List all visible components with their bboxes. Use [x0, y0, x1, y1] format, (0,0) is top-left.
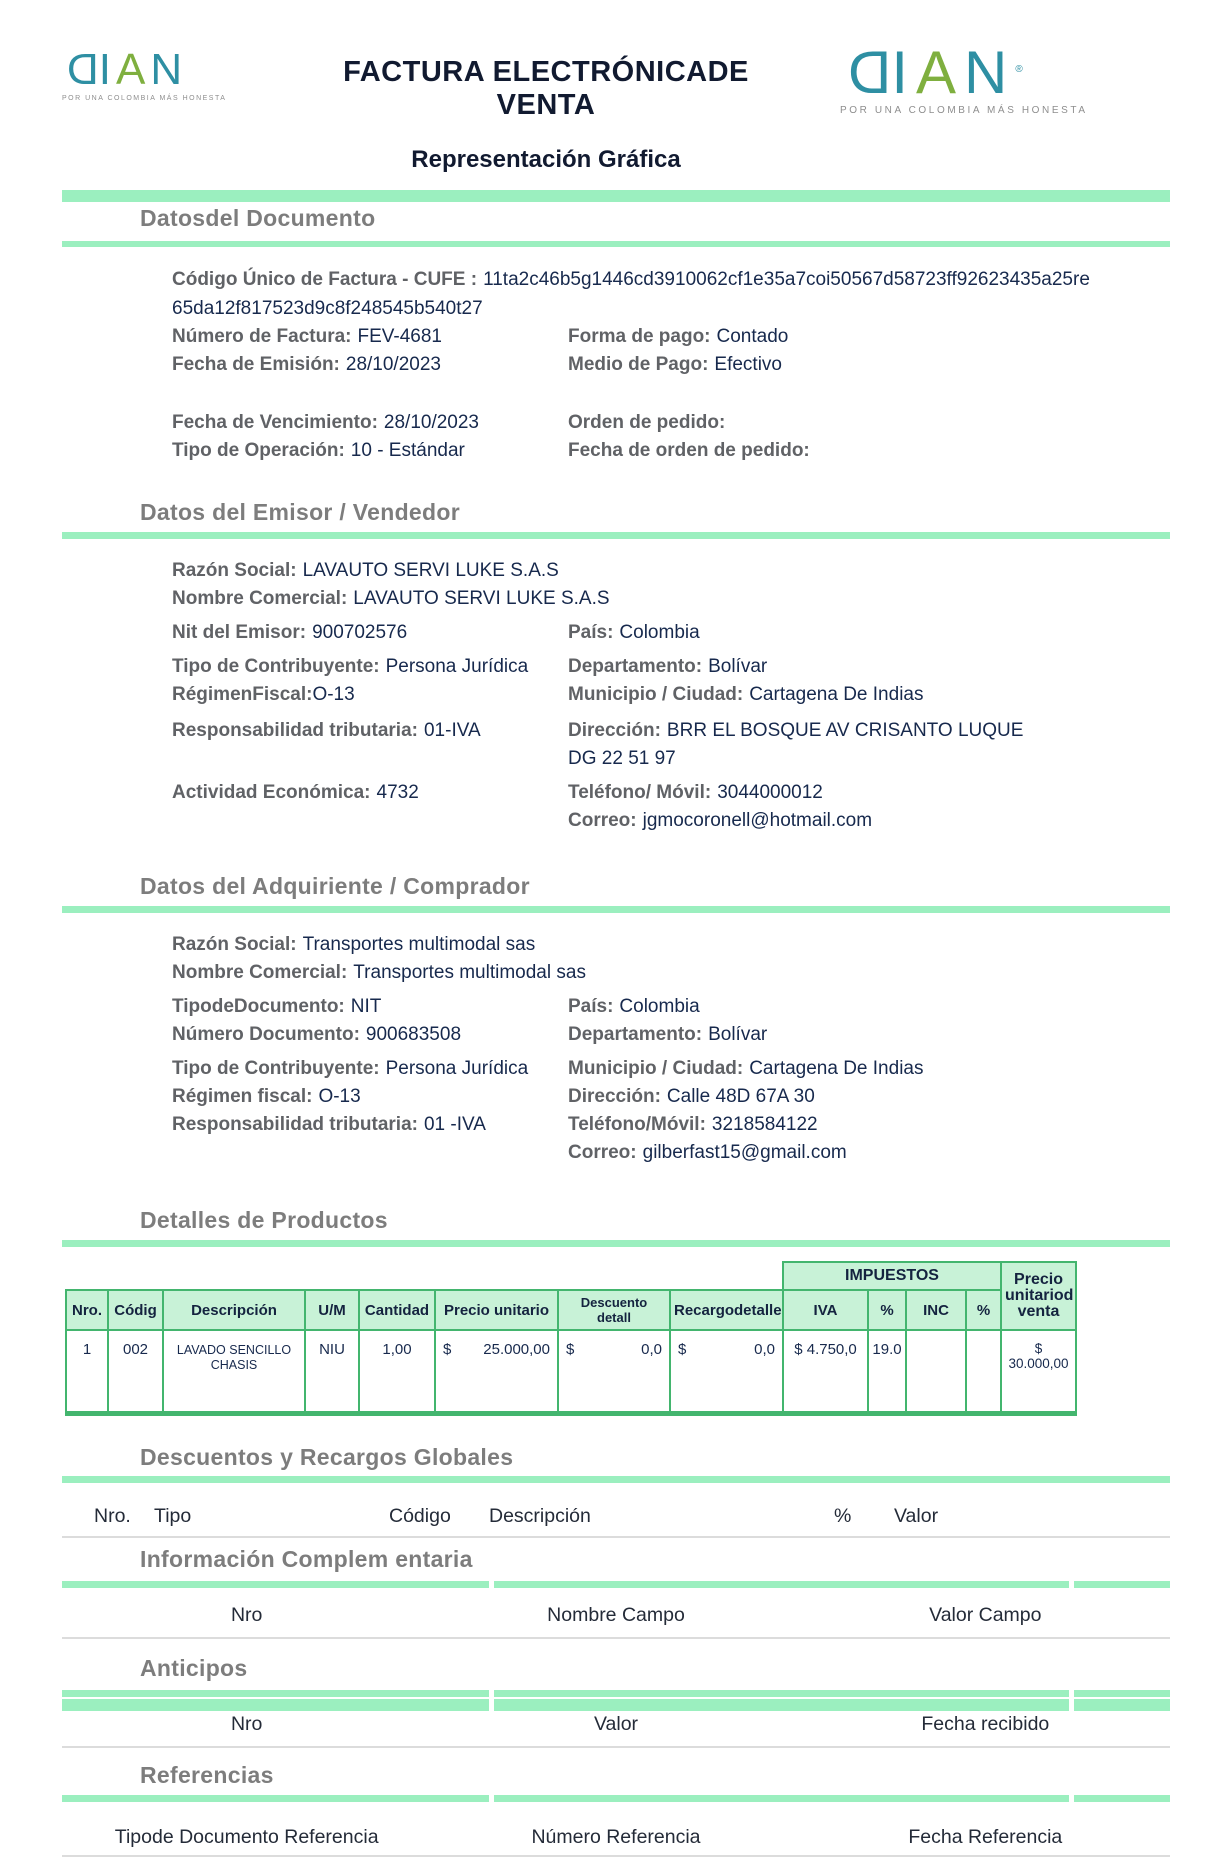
field-fecha-vencimiento: Fecha de Vencimiento: 28/10/2023: [172, 412, 479, 433]
field-row: [172, 807, 1170, 835]
field-telefono: Teléfono/ Móvil: 3044000012: [568, 782, 823, 803]
bottom-bar: [62, 1699, 1170, 1711]
cell-precio-unitario: $ 25.000,00: [435, 1330, 558, 1414]
column-header-nro: Nro: [230, 1604, 263, 1626]
column-header-nro: Nro.: [94, 1505, 131, 1527]
section-bar: [62, 1476, 1170, 1483]
informacion-header-row: [62, 1604, 1170, 1627]
field-pais: País: Colombia: [568, 622, 700, 643]
field-row: [172, 993, 1170, 1021]
section-title-documento: Datosdel Documento: [140, 205, 376, 231]
cell-cantidad: 1,00: [359, 1330, 435, 1414]
section-bar: [62, 1690, 1170, 1697]
cufe-value: 11ta2c46b5g1446cd3910062cf1e35a7coi50567d58723ff92623435a25re: [483, 269, 1090, 290]
column-header-valor: Valor: [894, 1505, 939, 1527]
field-row: [172, 653, 1170, 681]
field-row: [172, 323, 1170, 351]
field-departamento: Departamento: Bolívar: [568, 656, 768, 677]
cell-precio-venta: $ 30.000,00: [1001, 1330, 1076, 1414]
field-row: [172, 585, 1170, 613]
dian-logo-right: [780, 39, 1170, 116]
column-header-descuento: Descuento detall: [558, 1290, 670, 1330]
field-tipo-documento: TipodeDocumento: NIT: [172, 996, 382, 1017]
dian-logo-left: [62, 46, 312, 102]
document-fields: [62, 247, 1170, 465]
field-direccion-line2: DG 22 51 97: [568, 748, 676, 769]
section-title-anticipos: Anticipos: [140, 1655, 248, 1681]
field-responsabilidad: Responsabilidad tributaria: 01 -IVA: [172, 1114, 486, 1135]
logo-letter-n: N: [964, 39, 1016, 106]
section-title-emisor: Datos del Emisor / Vendedor: [140, 499, 460, 525]
field-nombre-comercial: Nombre Comercial: LAVAUTO SERVI LUKE S.A.S: [172, 588, 610, 609]
field-regimen-fiscal: Régimen fiscal: O-13: [172, 1086, 361, 1107]
field-tipo-contribuyente: Tipo de Contribuyente: Persona Jurídica: [172, 656, 529, 677]
section-bar: [62, 190, 1170, 202]
field-numero-documento: Número Documento: 900683508: [172, 1024, 462, 1045]
column-header-nro: Nro: [230, 1713, 263, 1735]
header: [62, 0, 1170, 174]
column-header-nro: Nro.: [66, 1290, 108, 1330]
logo-letter-i: I: [98, 45, 117, 94]
dian-logo-icon: [840, 39, 1170, 106]
section-title-productos: Detalles de Productos: [140, 1207, 388, 1233]
column-header-fecha-recibido: Fecha recibido: [921, 1713, 1050, 1735]
field-municipio: Municipio / Ciudad: Cartagena De Indias: [568, 684, 924, 705]
field-municipio: Municipio / Ciudad: Cartagena De Indias: [568, 1058, 924, 1079]
column-header-recargo: Recargodetalle: [670, 1290, 783, 1330]
field-direccion: Dirección: Calle 48D 67A 30: [568, 1086, 815, 1107]
column-header-um: U/M: [305, 1290, 359, 1330]
field-row: [172, 779, 1170, 807]
section-bar: [62, 906, 1170, 913]
field-orden-pedido: Orden de pedido:: [568, 412, 726, 433]
cufe-line: [172, 265, 1170, 294]
field-row: [172, 1055, 1170, 1083]
cufe-label: Código Único de Factura - CUFE :: [172, 269, 478, 290]
products-table: [65, 1261, 1077, 1416]
field-fecha-orden-pedido: Fecha de orden de pedido:: [568, 440, 810, 461]
column-header-valor: Valor: [593, 1713, 639, 1735]
field-razon-social: Razón Social: Transportes multimodal sas: [172, 934, 536, 955]
divider: [62, 1746, 1170, 1748]
section-bar: [62, 532, 1170, 539]
dian-logo-icon: [62, 45, 312, 94]
logo-letter-a: A: [116, 45, 151, 94]
column-header-inc: INC: [906, 1290, 966, 1330]
impuestos-header-row: [66, 1262, 1076, 1290]
column-header-numero-referencia: Número Referencia: [531, 1826, 701, 1848]
column-header-fecha-referencia: Fecha Referencia: [908, 1826, 1063, 1848]
cell-iva: $ 4.750,0: [783, 1330, 868, 1414]
field-row: [172, 619, 1170, 647]
section-bar: [62, 1240, 1170, 1247]
logo-letter-a: A: [916, 39, 965, 106]
document-subtitle: Representación Gráfica: [411, 146, 681, 173]
section-title-referencias: Referencias: [140, 1762, 274, 1788]
column-header-codigo: Código: [389, 1505, 451, 1527]
column-header-valor-campo: Valor Campo: [929, 1604, 1042, 1626]
field-nombre-comercial: Nombre Comercial: Transportes multimodal sas: [172, 962, 586, 983]
field-row: [172, 959, 1170, 987]
cell-um: NIU: [305, 1330, 359, 1414]
descuentos-header-row: [62, 1505, 1170, 1528]
column-header-inc-pct: %: [966, 1290, 1001, 1330]
logo-letter-n: N: [150, 45, 188, 94]
field-nit-emisor: Nit del Emisor: 900702576: [172, 622, 408, 643]
column-header-nombre-campo: Nombre Campo: [547, 1604, 685, 1626]
field-pais: País: Colombia: [568, 996, 700, 1017]
logo-tagline: POR UNA COLOMBIA MÁS HONESTA: [62, 94, 227, 102]
section-title-adquiriente: Datos del Adquiriente / Comprador: [140, 873, 530, 899]
header-titles: [312, 46, 780, 174]
field-row: [172, 409, 1170, 437]
field-fecha-emision: Fecha de Emisión: 28/10/2023: [172, 354, 441, 375]
column-header-iva-pct: %: [868, 1290, 906, 1330]
field-row: [172, 557, 1170, 585]
column-header-iva: IVA: [783, 1290, 868, 1330]
column-header-tipo: Tipo: [154, 1505, 192, 1527]
column-header-descripcion: Descripción: [163, 1290, 305, 1330]
field-direccion: Dirección: BRR EL BOSQUE AV CRISANTO LUQUE DG 22 51 97: [568, 717, 1143, 773]
cell-recargo: $ 0,0: [670, 1330, 783, 1414]
column-header-codigo: Códig: [108, 1290, 163, 1330]
field-actividad-economica: Actividad Económica: 4732: [172, 782, 419, 803]
column-header-tipo-documento-referencia: Tipode Documento Referencia: [114, 1826, 379, 1848]
registered-mark: ®: [1015, 64, 1023, 75]
column-header-pct: %: [834, 1505, 852, 1527]
field-tipo-contribuyente: Tipo de Contribuyente: Persona Jurídica: [172, 1058, 529, 1079]
cell-descripcion: LAVADO SENCILLO CHASIS: [163, 1330, 305, 1414]
field-departamento: Departamento: Bolívar: [568, 1024, 768, 1045]
cufe-value-line2: 65da12f817523d9c8f248545b540t27: [172, 298, 483, 319]
field-numero-factura: Número de Factura: FEV-4681: [172, 326, 442, 347]
cell-inc-pct: [966, 1330, 1001, 1414]
field-correo: Correo: jgmocoronell@hotmail.com: [568, 810, 873, 831]
logo-letter-i: I: [891, 39, 917, 106]
cell-descuento: $ 0,0: [558, 1330, 670, 1414]
field-row: [172, 437, 1170, 465]
field-razon-social: Razón Social: LAVAUTO SERVI LUKE S.A.S: [172, 560, 559, 581]
field-row: [172, 931, 1170, 959]
field-telefono: Teléfono/Móvil: 3218584122: [568, 1114, 818, 1135]
referencias-header-row: [62, 1826, 1170, 1849]
emisor-fields: [62, 539, 1170, 835]
logo-tagline: POR UNA COLOMBIA MÁS HONESTA: [840, 105, 1088, 116]
field-correo: Correo: gilberfast15@gmail.com: [568, 1142, 847, 1163]
field-row: [172, 1083, 1170, 1111]
anticipos-header-row: [62, 1713, 1170, 1736]
field-row: [172, 351, 1170, 379]
adquiriente-fields: [62, 913, 1170, 1167]
field-row: [172, 681, 1170, 709]
section-title-descuentos: Descuentos y Recargos Globales: [140, 1444, 514, 1470]
section-bar: [62, 1795, 1170, 1802]
field-row: [172, 1111, 1170, 1139]
cell-codigo: 002: [108, 1330, 163, 1414]
field-medio-pago: Medio de Pago: Efectivo: [568, 354, 782, 375]
column-header-precio-unitario: Precio unitario: [435, 1290, 558, 1330]
logo-letter-d: D: [62, 45, 99, 94]
column-header-descripcion: Descripción: [489, 1505, 591, 1527]
cell-inc: [906, 1330, 966, 1414]
cell-nro: 1: [66, 1330, 108, 1414]
field-tipo-operacion: Tipo de Operación: 10 - Estándar: [172, 440, 465, 461]
field-row: [172, 1139, 1170, 1167]
divider: [62, 1637, 1170, 1639]
column-header-precio-venta: Precio unitariod venta: [1001, 1262, 1076, 1330]
logo-letter-d: D: [840, 39, 892, 106]
table-row: [66, 1330, 1076, 1414]
field-forma-pago: Forma de pago: Contado: [568, 326, 789, 347]
field-regimen-fiscal: RégimenFiscal:O-13: [172, 684, 355, 705]
document-title: FACTURA ELECTRÓNICADE VENTA: [343, 56, 749, 121]
section-bar: [62, 1581, 1170, 1588]
cell-iva-pct: 19.0: [868, 1330, 906, 1414]
table-header-row: [66, 1290, 1076, 1330]
field-row: [172, 717, 1170, 773]
field-row: [172, 1021, 1170, 1049]
impuestos-header: IMPUESTOS: [783, 1262, 1001, 1290]
field-responsabilidad: Responsabilidad tributaria: 01-IVA: [172, 720, 481, 741]
section-title-informacion: Información Complem entaria: [140, 1546, 473, 1572]
divider: [62, 1536, 1170, 1538]
column-header-cantidad: Cantidad: [359, 1290, 435, 1330]
